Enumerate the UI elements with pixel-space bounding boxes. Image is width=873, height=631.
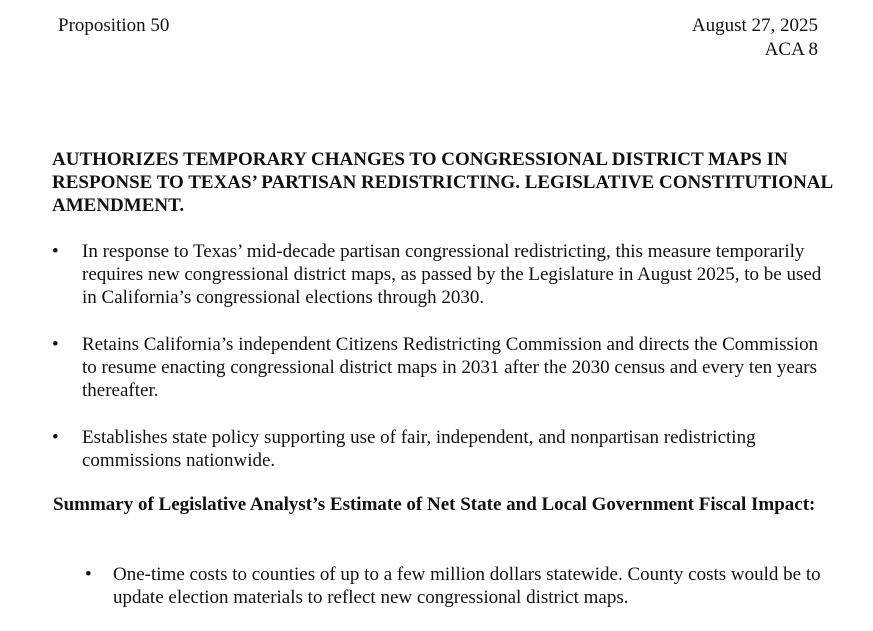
bill-number: ACA 8 <box>764 39 818 60</box>
list-item-text: In response to Texas’ mid-decade partisan congressional redistricting, this measure temporarily requires new congressional district maps, as passed by the Legislature in August 2025, to be used in California’s congressional elections through 2030. <box>82 241 822 308</box>
measure-summary-list <box>0 240 873 496</box>
bullet-icon: • <box>52 427 59 448</box>
list-item <box>0 240 873 309</box>
document-date: August 27, 2025 <box>691 15 818 36</box>
list-item-text: One-time costs to counties of up to a few million dollars statewide. County costs would be to update election materials to reflect new congressional district maps. <box>113 564 821 608</box>
proposition-number: Proposition 50 <box>58 15 170 36</box>
fiscal-impact-list <box>0 563 873 609</box>
list-item <box>0 563 873 609</box>
list-item-text: Establishes state policy supporting use of fair, independent, and nonpartisan redistricting commissions nationwide. <box>82 427 756 471</box>
list-item-text: Retains California’s independent Citizens Redistricting Commission and directs the Commission to resume enacting congressional district maps in 2031 after the 2030 census and every ten years thereafter. <box>82 334 819 401</box>
bullet-icon: • <box>52 241 59 262</box>
bullet-icon: • <box>85 564 92 585</box>
list-item <box>0 333 873 402</box>
bullet-icon: • <box>52 334 59 355</box>
header-right-block <box>692 14 818 62</box>
fiscal-summary-heading: Summary of Legislative Analyst’s Estimate of Net State and Local Government Fiscal Impact: <box>53 494 816 515</box>
measure-title: AUTHORIZES TEMPORARY CHANGES TO CONGRESSIONAL DISTRICT MAPS IN RESPONSE TO TEXAS’ PARTISAN REDISTRICTING. LEGISLATIVE CONSTITUTIONAL AMENDMENT. <box>52 149 833 216</box>
list-item <box>0 426 873 472</box>
